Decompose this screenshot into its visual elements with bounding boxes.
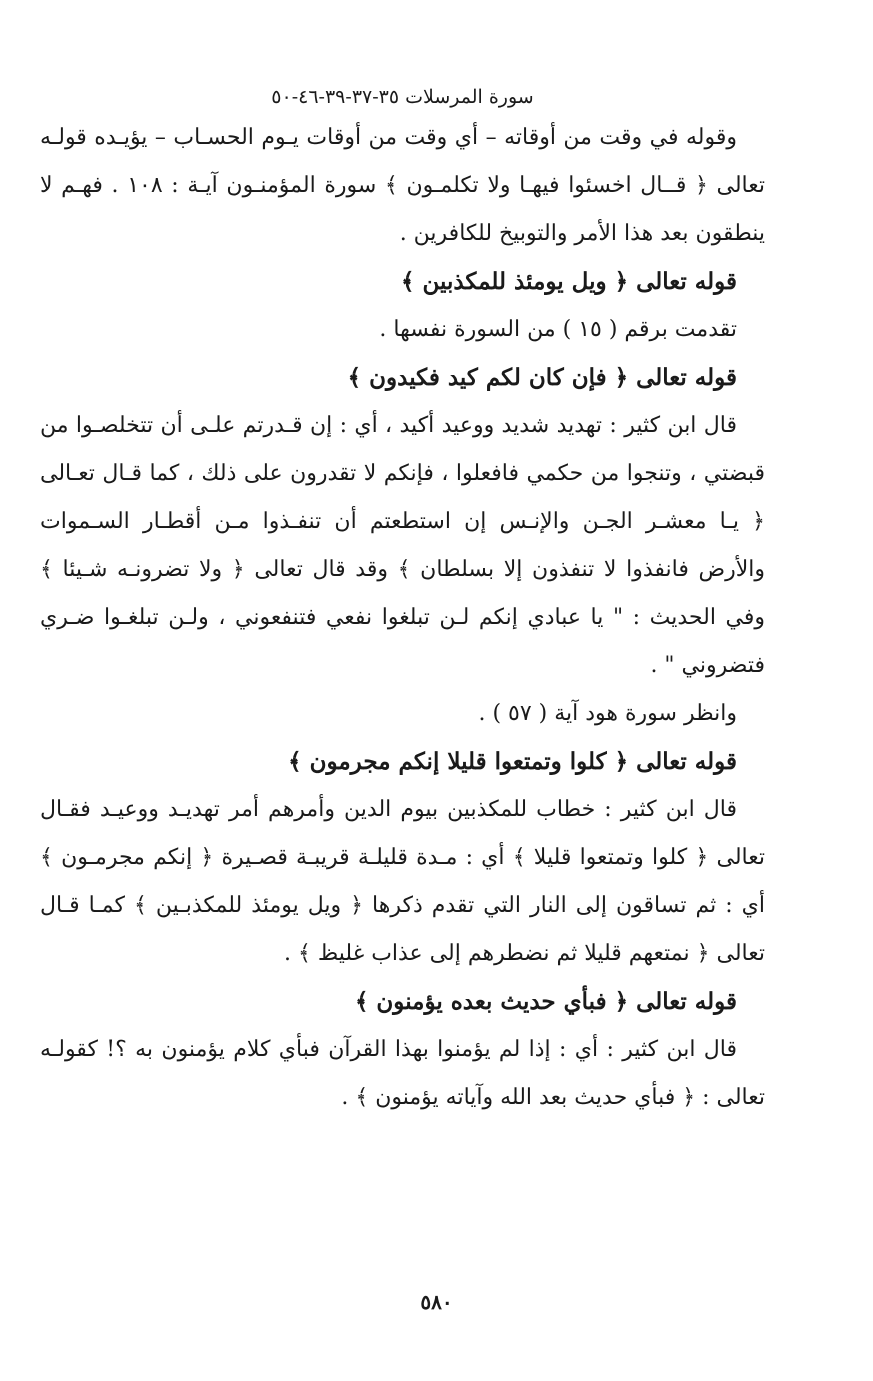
heading-which-speech: قوله تعالى ﴿ فبأي حديث بعده يؤمنون ﴾ (354, 988, 737, 1015)
page-number: ٥٨٠ (420, 1290, 453, 1314)
page-body (40, 80, 765, 1122)
heading-woe-deniers: قوله تعالى ﴿ ويل يومئذ للمكذبين ﴾ (401, 268, 737, 295)
heading-eat-enjoy: قوله تعالى ﴿ كلوا وتمتعوا قليلا إنكم مجرمون ﴾ (288, 748, 737, 775)
paragraph-intro: وقوله في وقت من أوقاته – أي وقت من أوقات يـوم الحسـاب – يؤيـده قولـه تعالى ﴿ قــال اخسئوا فيهـا ولا تكلمـون ﴾ سورة المؤمنـون آيـة : ١٠٨ . فهـم لا ينطقون بعد هذا الأمر والتوبيخ للكافرين . (40, 125, 766, 246)
paragraph-ibn-kathir-quran: قال ابن كثير : أي : إذا لم يؤمنوا بهذا القرآن فبأي كلام يؤمنون به ؟! كقولـه تعالى : ﴿ فبأي حديث بعد الله وآياته يؤمنون ﴾ . (40, 1037, 765, 1110)
heading-plot: قوله تعالى ﴿ فإن كان لكم كيد فكيدون ﴾ (347, 364, 737, 391)
running-header: سورة المرسلات ٣٥-٣٧-٣٩-٤٦-٥٠ (271, 86, 534, 108)
paragraph-cross-reference: تقدمت برقم ( ١٥ ) من السورة نفسها . (379, 317, 737, 342)
paragraph-ibn-kathir-threat: قال ابن كثير : تهديد شديد ووعيد أكيد ، أي : إن قـدرتم علـى أن تتخلصـوا من قبضتي ، وتنجوا من حكمي فافعلوا ، فإنكم لا تقدرون على ذلك ، كما قـال تعـالى ﴿ يـا معشـر الجـن والإنـس إن استطعتم أن تنفـذوا مـن أقطـار السـموات والأرض فانفذوا لا تنفذون إلا بسلطان ﴾ وقد قال تعالى ﴿ ولا تضرونـه شـيئا ﴾ وفي الحديث : " يا عبادي إنكم لـن تبلغوا نفعي فتنفعوني ، ولـن تبلغـوا ضـري فتضروني " . (40, 413, 765, 678)
paragraph-ibn-kathir-address: قال ابن كثير : خطاب للمكذبين بيوم الدين وأمرهم أمر تهديـد ووعيـد فقـال تعالى ﴿ كلوا وتمتعوا قليلا ﴾ أي : مـدة قليلـة قريبـة قصـيرة ﴿ إنكم مجرمـون ﴾ أي : ثم تساقون إلى النار التي تقدم ذكرها ﴿ ويل يومئذ للمكذبـين ﴾ كمـا قـال تعالى ﴿ نمتعهم قليلا ثم نضطرهم إلى عذاب غليظ ﴾ . (40, 797, 765, 966)
paragraph-see-hud: وانظر سورة هود آية ( ٥٧ ) . (478, 701, 737, 726)
